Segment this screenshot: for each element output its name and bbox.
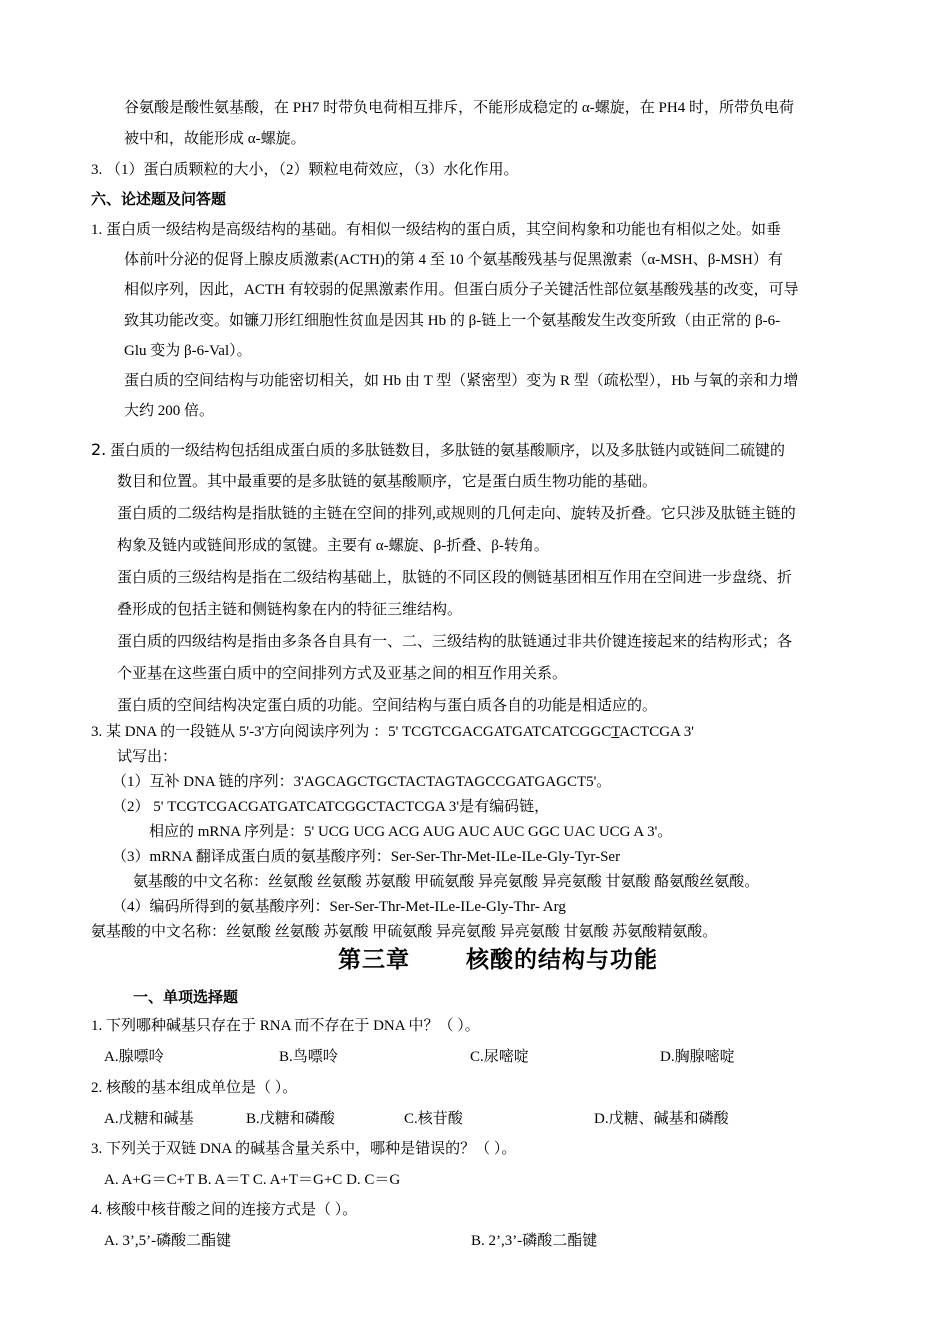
question: 2. 核酸的基本组成单位是（ ）。: [91, 1080, 298, 1096]
paragraph-line: 蛋白质的四级结构是指由多条各自具有一、二、三级结构的肽链通过非共价键连接起来的结构形式；各: [117, 634, 793, 650]
sub-answer: （4）编码所得到的氨基酸序列：Ser-Ser-Thr-Met-ILe-ILe-Gly-Thr- Arg: [112, 899, 566, 915]
item-number: 2.: [91, 440, 107, 459]
paragraph-line: 蛋白质的空间结构决定蛋白质的功能。空间结构与蛋白质各自的功能是相适应的。: [117, 698, 658, 714]
paragraph-line: 个亚基在这些蛋白质中的空间排列方式及亚基之间的相互作用关系。: [117, 666, 568, 682]
paragraph-line: 试写出：: [117, 749, 178, 765]
chapter-title: [338, 945, 658, 975]
item-text: 蛋白质的一级结构包括组成蛋白质的多肽链数目，多肽链的氨基酸顺序，以及多肽链内或链间二硫键的: [106, 443, 786, 459]
options-row: A. A+G＝C+T B. A＝T C. A+T＝G+C D. C＝G: [104, 1172, 401, 1188]
question: 3. 下列关于双链 DNA 的碱基含量关系中，哪种是错误的？（ ）。: [91, 1141, 517, 1157]
option-b: B.戊糖和磷酸: [246, 1111, 335, 1127]
sub-answer: （3）mRNA 翻译成蛋白质的氨基酸序列：Ser-Ser-Thr-Met-ILe-ILe-Gly-Tyr-Ser: [112, 849, 621, 865]
paragraph-line: 数目和位置。其中最重要的是多肽链的氨基酸顺序，它是蛋白质生物功能的基础。: [117, 474, 658, 490]
sub-answer: （1）互补 DNA 链的序列：3'AGCAGCTGCTACTAGTAGCCGATGAGCT5'。: [112, 774, 612, 790]
paragraph-line: 蛋白质的三级结构是指在二级结构基础上，肽链的不同区段的侧链基团相互作用在空间进一步盘绕、折: [117, 570, 793, 586]
answer-item: [91, 439, 785, 462]
option-b: B. 2’,3’-磷酸二酯键: [471, 1233, 598, 1249]
question: 1. 下列哪种碱基只存在于 RNA 而不存在于 DNA 中？（ ）。: [91, 1018, 480, 1034]
paragraph-line: 被中和，故能形成 α-螺旋。: [124, 131, 306, 147]
chapter-name: 核酸的结构与功能: [466, 947, 658, 972]
paragraph-line: Glu 变为 β-6-Val）。: [124, 343, 252, 359]
sub-answer: （2） 5' TCGTCGACGATGATCATCGGCTACTCGA 3'是有编码链，: [112, 799, 550, 815]
option-c: C.尿嘧啶: [470, 1049, 529, 1065]
chapter-number: 第三章: [338, 947, 410, 972]
option-b: B.鸟嘌呤: [279, 1049, 338, 1065]
dna-sequence-end: ACTCGA 3': [619, 724, 694, 740]
paragraph-line: 谷氨酸是酸性氨基酸，在 PH7 时带负电荷相互排斥，不能形成稳定的 α-螺旋，在 PH4 时，所带负电荷: [124, 100, 794, 116]
option-a: A. 3’,5’-磷酸二酯键: [104, 1233, 232, 1249]
paragraph-line: 致其功能改变。如镰刀形红细胞性贫血是因其 Hb 的 β-链上一个氨基酸发生改变所致（由正常的 β-6-: [124, 313, 781, 329]
paragraph-line: 相应的 mRNA 序列是：5' UCG UCG ACG AUG AUC AUC GGC UAC UCG A 3'。: [149, 824, 673, 840]
paragraph-line: 构象及链内或链间形成的氢键。主要有 α-螺旋、β-折叠、β-转角。: [117, 538, 549, 554]
paragraph-line: 蛋白质的二级结构是指肽链的主链在空间的排列,或规则的几何走向、旋转及折叠。它只涉及肽链主链的: [117, 506, 796, 522]
dna-sequence-start: 3. 某 DNA 的一段链从 5'-3'方向阅读序列为 ：5' TCGTCGACGATGATCATCGGC: [91, 724, 612, 740]
option-c: C.核苷酸: [404, 1111, 463, 1127]
paragraph-line: 叠形成的包括主链和侧链构象在内的特征三维结构。: [117, 602, 463, 618]
section-heading: 六、论述题及问答题: [91, 192, 227, 208]
option-a: A.腺嘌呤: [104, 1049, 164, 1065]
question: 4. 核酸中核苷酸之间的连接方式是（ ）。: [91, 1202, 358, 1218]
answer-item: 1. 蛋白质一级结构是高级结构的基础。有相似一级结构的蛋白质，其空间构象和功能也有相似之处。如垂: [91, 222, 782, 238]
answer-item: [91, 721, 694, 743]
option-a: A.戊糖和碱基: [104, 1111, 194, 1127]
paragraph-line: 氨基酸的中文名称：丝氨酸 丝氨酸 苏氨酸 甲硫氨酸 异亮氨酸 异亮氨酸 甘氨酸 酪氨酸丝氨酸。: [133, 874, 760, 890]
paragraph-line: 蛋白质的空间结构与功能密切相关，如 Hb 由 T 型（紧密型）变为 R 型（疏松型），Hb 与氧的亲和力增: [124, 373, 799, 389]
paragraph-line: 氨基酸的中文名称：丝氨酸 丝氨酸 苏氨酸 甲硫氨酸 异亮氨酸 异亮氨酸 甘氨酸 苏氨酸精氨酸。: [91, 924, 718, 940]
paragraph-line: 大约 200 倍。: [124, 403, 215, 419]
section-heading: 一、单项选择题: [133, 990, 239, 1006]
answer-item: 3. （1）蛋白质颗粒的大小，（2）颗粒电荷效应，（3）水化作用。: [91, 162, 519, 178]
option-d: D.胸腺嘧啶: [660, 1049, 735, 1065]
paragraph-line: 体前叶分泌的促肾上腺皮质激素(ACTH)的第 4 至 10 个氨基酸残基与促黑激素（α-MSH、β-MSH）有: [124, 252, 783, 268]
paragraph-line: 相似序列，因此，ACTH 有较弱的促黑激素作用。但蛋白质分子关键活性部位氨基酸残基的改变，可导: [124, 282, 799, 298]
underlined-base: T: [611, 724, 620, 740]
option-d: D.戊糖、碱基和磷酸: [594, 1111, 729, 1127]
